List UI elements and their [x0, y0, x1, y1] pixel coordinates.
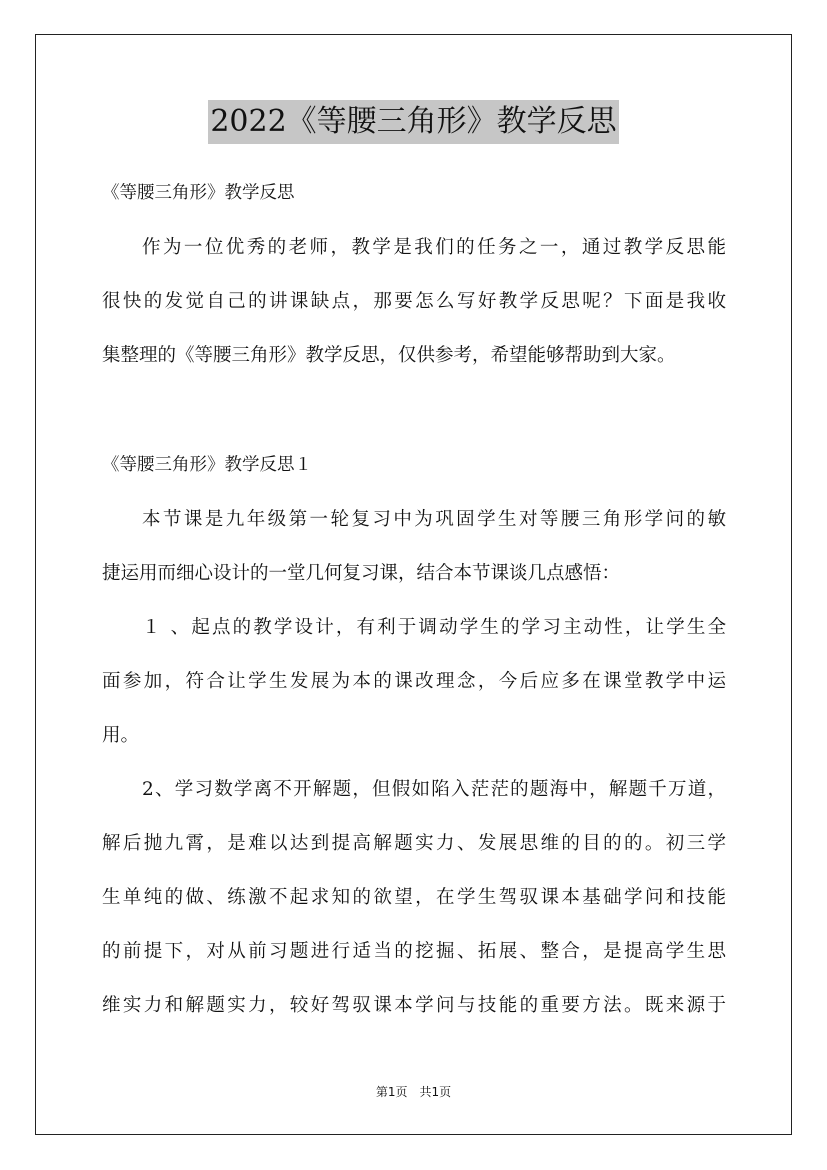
document-title	[0, 100, 827, 144]
subtitle: 《等腰三角形》教学反思	[102, 183, 295, 203]
point1-line-3: 用。	[102, 725, 140, 746]
intro-line-2: 很快的发觉自己的讲课缺点，那要怎么写好教学反思呢？下面是我收	[102, 291, 726, 312]
point2-line-1: 2、学习数学离不开解题，但假如陷入茫茫的题海中，解题千万道，	[142, 779, 726, 800]
point2-line-4: 的前提下，对从前习题进行适当的挖掘、拓展、整合，是提高学生思	[102, 941, 726, 962]
document-title-text: 2022《等腰三角形》教学反思	[208, 100, 618, 144]
point2-line-2: 解后抛九霄，是难以达到提高解题实力、发展思维的目的的。初三学	[102, 833, 726, 854]
para1-line-1: 本节课是九年级第一轮复习中为巩固学生对等腰三角形学问的敏	[142, 509, 726, 530]
point2-line-5: 维实力和解题实力，较好驾驭课本学问与技能的重要方法。既来源于	[102, 995, 726, 1016]
section-heading: 《等腰三角形》教学反思１	[102, 455, 312, 475]
intro-line-1: 作为一位优秀的老师，教学是我们的任务之一，通过教学反思能	[142, 237, 726, 258]
point1-line-2: 面参加，符合让学生发展为本的课改理念，今后应多在课堂教学中运	[102, 671, 726, 692]
point1-line-1: １ 、起点的教学设计，有利于调动学生的学习主动性，让学生全	[142, 617, 726, 638]
point2-line-3: 生单纯的做、练激不起求知的欲望，在学生驾驭课本基础学问和技能	[102, 887, 726, 908]
page-footer: 第1页 共1页	[375, 1085, 452, 1099]
para1-line-2: 捷运用而细心设计的一堂几何复习课，结合本节课谈几点感悟：	[102, 563, 621, 584]
intro-line-3: 集整理的《等腰三角形》教学反思，仅供参考，希望能够帮助到大家。	[102, 345, 676, 366]
